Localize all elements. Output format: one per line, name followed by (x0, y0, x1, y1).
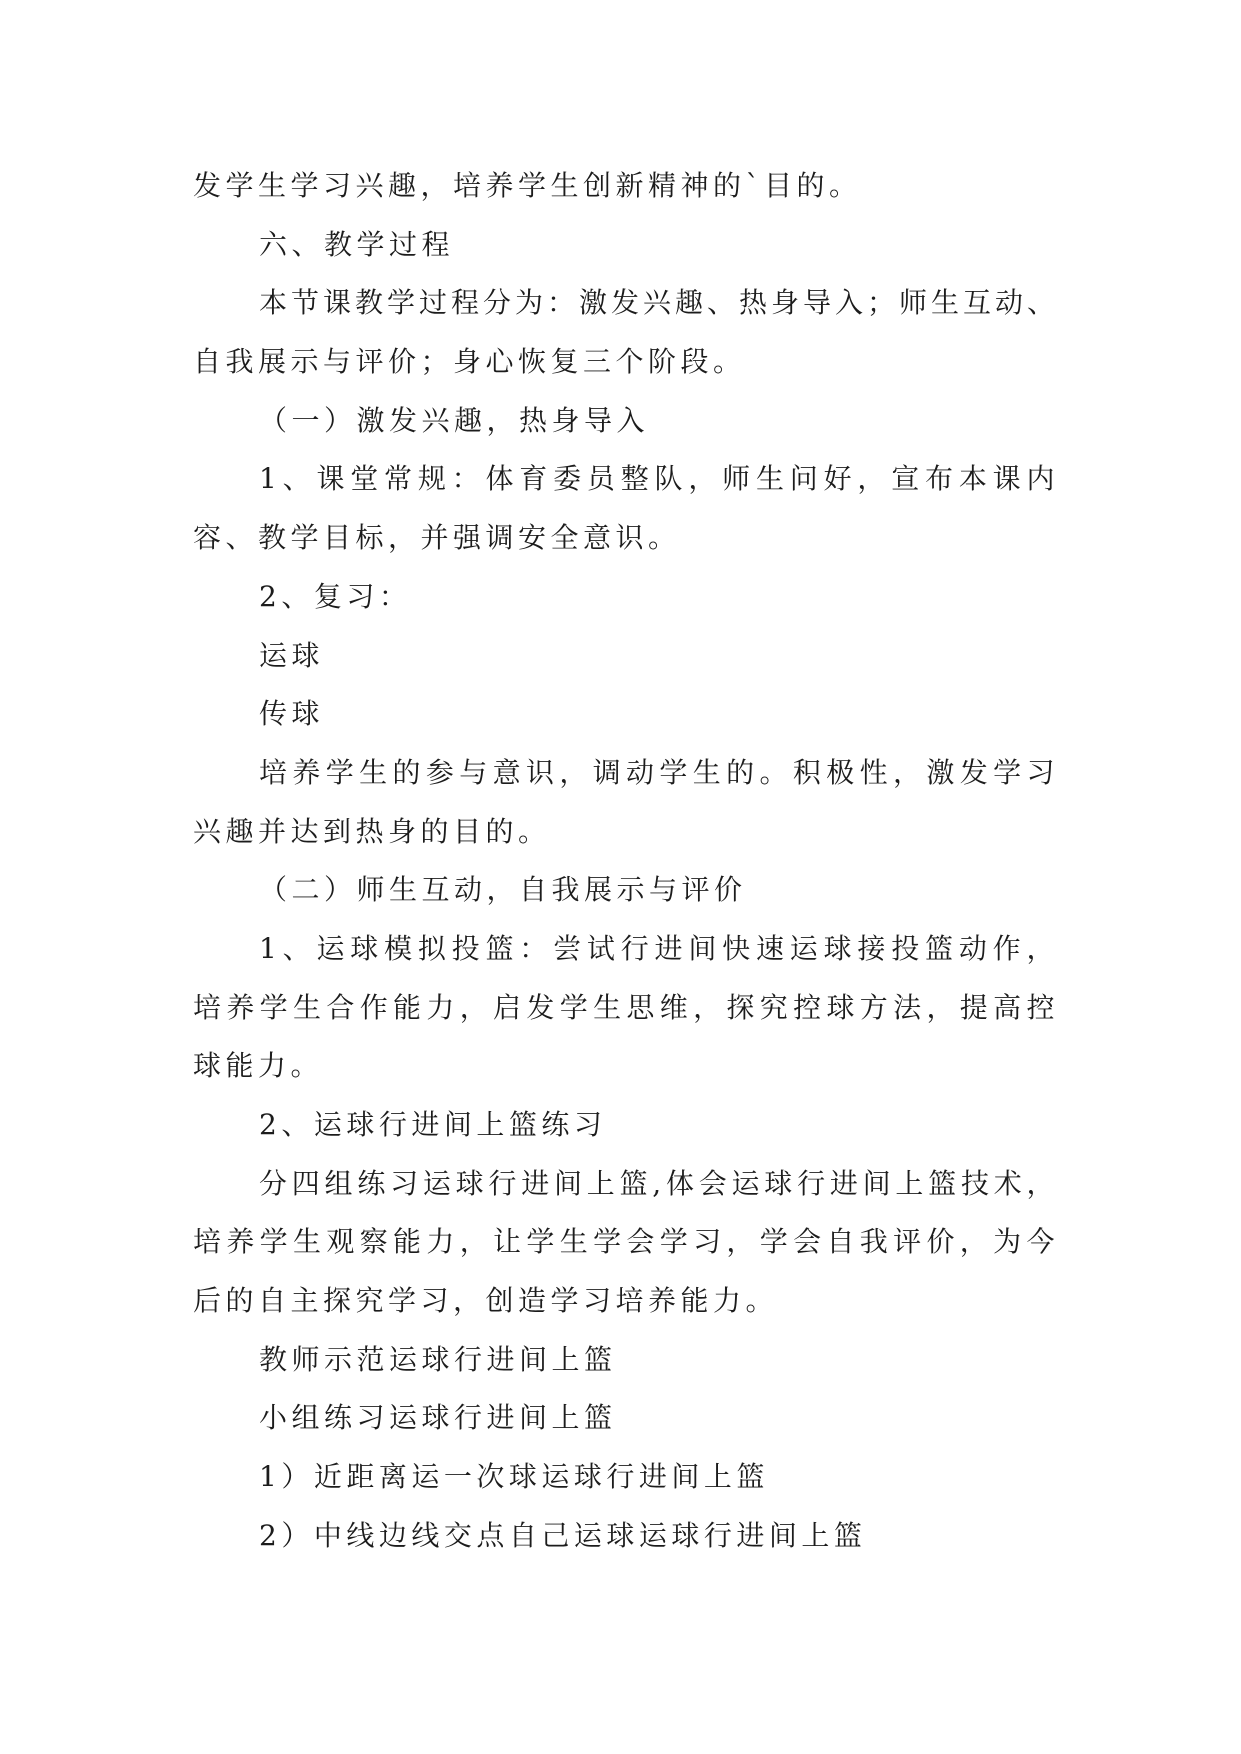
list-item: 教师示范运球行进间上篮 (259, 1342, 617, 1376)
text-line: 培养学生合作能力，启发学生思维，探究控球方法，提高控 (193, 990, 1059, 1024)
text-line: 培养学生的参与意识，调动学生的。积极性，激发学习 (259, 755, 1059, 789)
text-line: 2、运球行进间上篮练习 (259, 1108, 607, 1141)
list-item: 1）近距离运一次球运球行进间上篮 (259, 1460, 769, 1494)
subsection-heading: （一）激发兴趣，热身导入 (259, 403, 650, 437)
text-line: 1、运球模拟投篮：尝试行进间快速运球接投篮动作， (259, 931, 1059, 965)
text-line: 容、教学目标，并强调安全意识。 (193, 521, 681, 555)
section-heading: 六、教学过程 (259, 227, 455, 261)
list-item: 小组练习运球行进间上篮 (259, 1401, 617, 1435)
text-line: 1、课堂常规：体育委员整队，师生问好，宣布本课内 (259, 462, 1059, 496)
text-line: 自我展示与评价；身心恢复三个阶段。 (193, 345, 746, 379)
text-line: 本节课教学过程分为：激发兴趣、热身导入；师生互动、 (259, 286, 1060, 320)
list-item: 运球 (259, 638, 325, 672)
text-line: 培养学生观察能力，让学生学会学习，学会自我评价，为今 (193, 1225, 1059, 1259)
subsection-heading: （二）师生互动，自我展示与评价 (259, 873, 747, 907)
document-body (193, 157, 1059, 1566)
text-line: 球能力。 (193, 1049, 324, 1083)
text-line: 分四组练习运球行进间上篮,体会运球行进间上篮技术， (259, 1166, 1059, 1200)
text-line: 后的自主探究学习，创造学习培养能力。 (193, 1284, 779, 1318)
text-line: 兴趣并达到热身的目的。 (193, 814, 551, 848)
list-item: 2）中线边线交点自己运球运球行进间上篮 (259, 1518, 867, 1552)
text-line: 2、复习： (259, 579, 412, 613)
text-line: 发学生学习兴趣，培养学生创新精神的`目的。 (193, 169, 862, 202)
list-item: 传球 (259, 697, 325, 731)
